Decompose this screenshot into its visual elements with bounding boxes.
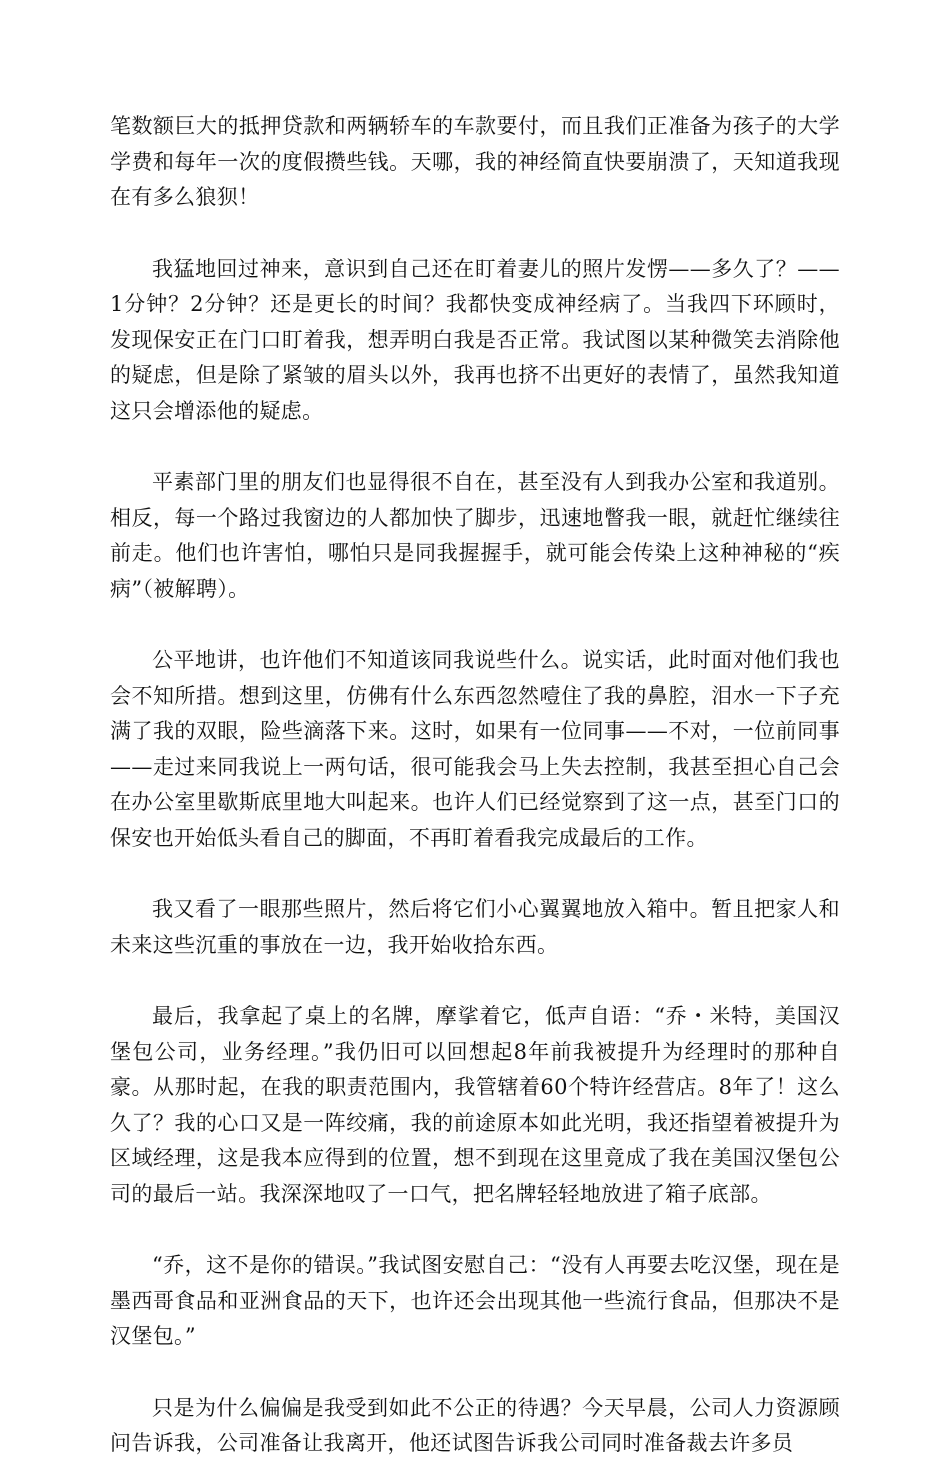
paragraph-2: 我猛地回过神来，意识到自己还在盯着妻儿的照片发愣——多久了？——1分钟？2分钟？还是更长的时间？我都快变成神经病了。当我四下环顾时，发现保安正在门口盯着我，想弄明白我是否正常。我试图以某种微笑去消除他的疑虑，但是除了紧皱的眉头以外，我再也挤不出更好的表情了，虽然我知道这只会增添他的疑虑。	[110, 256, 840, 423]
paragraph-5: 我又看了一眼那些照片，然后将它们小心翼翼地放入箱中。暂且把家人和未来这些沉重的事放在一边，我开始收拾东西。	[110, 897, 840, 957]
paragraph-8: 只是为什么偏偏是我受到如此不公正的待遇？今天早晨，公司人力资源顾问告诉我，公司准备让我离开，他还试图告诉我公司同时准备裁去许多员	[110, 1395, 840, 1455]
paragraph-7: “乔，这不是你的错误。”我试图安慰自己：“没有人再要去吃汉堡，现在是墨西哥食品和亚洲食品的天下，也许还会出现其他一些流行食品，但那决不是汉堡包。”	[110, 1253, 840, 1348]
paragraph-6: 最后，我拿起了桌上的名牌，摩挲着它，低声自语：“乔・米特，美国汉堡包公司，业务经理。”我仍旧可以回想起8年前我被提升为经理时的那种自豪。从那时起，在我的职责范围内，我管辖着60个特许经营店。8年了！这么久了？我的心口又是一阵绞痛，我的前途原本如此光明，我还指望着被提升为区域经理，这是我本应得到的位置，想不到现在这里竟成了我在美国汉堡包公司的最后一站。我深深地叹了一口气，把名牌轻轻地放进了箱子底部。	[110, 1004, 840, 1206]
paragraph-4: 公平地讲，也许他们不知道该同我说些什么。说实话，此时面对他们我也会不知所措。想到这里，仿佛有什么东西忽然噎住了我的鼻腔，泪水一下子充满了我的双眼，险些滴落下来。这时，如果有一位同事——不对，一位前同事——走过来同我说上一两句话，很可能我会马上失去控制，我甚至担心自己会在办公室里歇斯底里地大叫起来。也许人们已经觉察到了这一点，甚至门口的保安也开始低头看自己的脚面，不再盯着看我完成最后的工作。	[110, 648, 840, 850]
paragraph-1: 笔数额巨大的抵押贷款和两辆轿车的车款要付，而且我们正准备为孩子的大学学费和每年一次的度假攒些钱。天哪，我的神经简直快要崩溃了，天知道我现在有多么狼狈！	[110, 114, 840, 209]
paragraph-3: 平素部门里的朋友们也显得很不自在，甚至没有人到我办公室和我道别。相反，每一个路过我窗边的人都加快了脚步，迅速地瞥我一眼，就赶忙继续往前走。他们也许害怕，哪怕只是同我握握手，就可能会传染上这种神秘的“疾病”（被解聘）。	[110, 470, 840, 601]
